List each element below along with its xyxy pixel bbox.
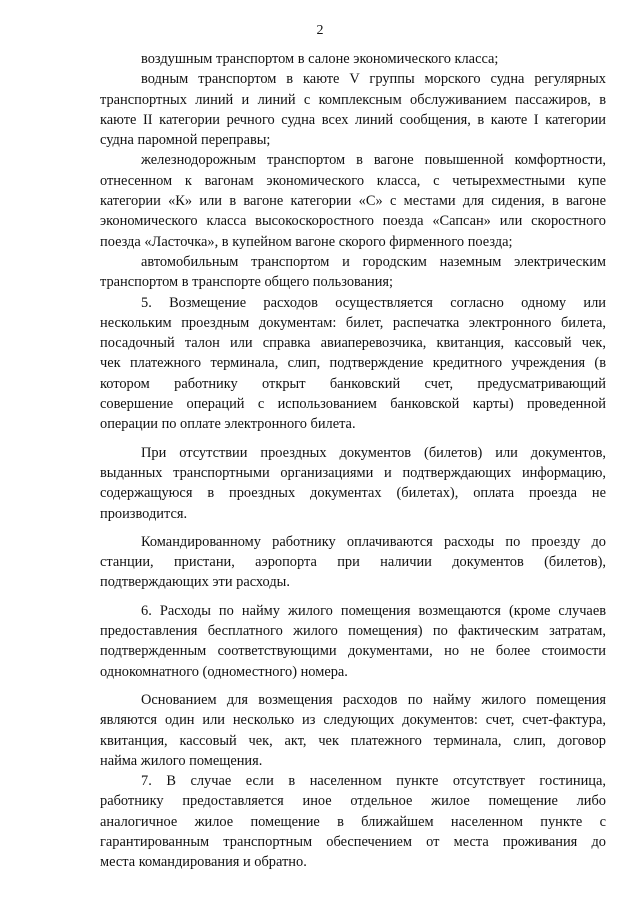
document-body <box>100 49 606 873</box>
paragraph <box>100 601 606 682</box>
text-line: 6. Расходы по найму жилого помещения возмещаются (кроме случаев <box>141 602 606 619</box>
text-line: квитанция, кассовый чек, акт, чек платежного терминала, слип, договор <box>100 732 606 749</box>
text-line: станции, пристани, аэропорта при наличии документов (билетов), <box>100 554 606 571</box>
text-line: нескольким проездным документам: билет, распечатка электронного билета, <box>100 314 606 331</box>
text-line: Основанием для возмещения расходов по найму жилого помещения <box>141 691 606 708</box>
text-line: каюте II категории речного судна всех линий сообщения, в каюте I категории <box>100 111 606 128</box>
paragraph <box>100 532 606 593</box>
text-line: железнодорожным транспортом в вагоне повышенной комфортности, <box>141 152 606 169</box>
text-line: отнесенном к вагонам экономического класса, с четырехместными купе <box>100 172 606 189</box>
text-line: содержащуюся в проездных документах (билетах), оплата проезда не <box>100 485 606 502</box>
text-line: автомобильным транспортом и городским наземным электрическим <box>141 253 606 270</box>
text-line: подтверждающих эти расходы. <box>100 574 290 591</box>
paragraph <box>100 771 606 872</box>
text-line: 5. Возмещение расходов осуществляется согласно одному или <box>141 294 606 311</box>
text-line: являются один или несколько из следующих документов: счет, счет-фактура, <box>100 712 606 729</box>
text-line: экономического класса высокоскоростного поезда «Сапсан» или скоростного <box>100 213 606 230</box>
text-line: совершение операций с использованием банковской карты) проведенной <box>100 396 606 413</box>
text-line: При отсутствии проездных документов (билетов) или документов, <box>141 444 606 461</box>
text-line: водным транспортом в каюте V группы морского судна регулярных <box>141 71 606 88</box>
paragraph <box>100 49 606 69</box>
page-number: 2 <box>316 23 324 38</box>
paragraph <box>100 690 606 771</box>
paragraph <box>100 69 606 150</box>
text-line: транспортных линий и линий с комплексным обслуживанием пассажиров, в <box>100 91 606 108</box>
text-line: аналогичное жилое помещение в ближайшем населенном пункте с <box>100 813 606 830</box>
paragraph <box>100 443 606 524</box>
text-line: однокомнатного (одноместного) номера. <box>100 663 348 680</box>
paragraph-gap <box>100 593 606 601</box>
text-line: подтвержденным соответствующими документами, но не более стоимости <box>100 643 606 660</box>
text-line: транспортом в транспорте общего пользования; <box>100 274 394 291</box>
text-line: операции по оплате электронного билета. <box>100 416 356 433</box>
text-line: категории «К» или в вагоне категории «С» с местами для сидения, в вагоне <box>100 193 606 210</box>
text-line: поезда «Ласточка», в купейном вагоне скорого фирменного поезда; <box>100 233 513 250</box>
text-line: Командированному работнику оплачиваются расходы по проезду до <box>141 533 606 550</box>
text-line: воздушным транспортом в салоне экономического класса; <box>141 51 499 67</box>
paragraph-gap <box>100 435 606 443</box>
text-line: найма жилого помещения. <box>100 752 263 769</box>
text-line: работнику предоставляется иное отдельное жилое помещение либо <box>100 793 606 810</box>
text-line: гарантированным транспортным обеспечением от места проживания до <box>100 833 606 850</box>
text-line: чек платежного терминала, слип, подтверждение кредитного учреждения (в <box>100 355 606 372</box>
text-line: 7. В случае если в населенном пункте отсутствует гостиница, <box>141 773 606 790</box>
paragraph-gap <box>100 682 606 690</box>
text-line: судна паромной переправы; <box>100 132 271 149</box>
paragraph <box>100 150 606 251</box>
text-line: котором работнику открыт банковский счет, предусматривающий <box>100 375 606 392</box>
text-line: предоставления бесплатного жилого помещения) по фактическим затратам, <box>100 623 606 640</box>
text-line: места командирования и обратно. <box>100 854 307 871</box>
paragraph <box>100 252 606 293</box>
paragraph <box>100 293 606 435</box>
paragraph-gap <box>100 524 606 532</box>
text-line: выданных транспортными организациями и подтверждающих информацию, <box>100 464 606 481</box>
text-line: посадочный талон или справка авиаперевозчика, квитанция, кассовый чек, <box>100 335 606 352</box>
text-line: производится. <box>100 505 188 522</box>
